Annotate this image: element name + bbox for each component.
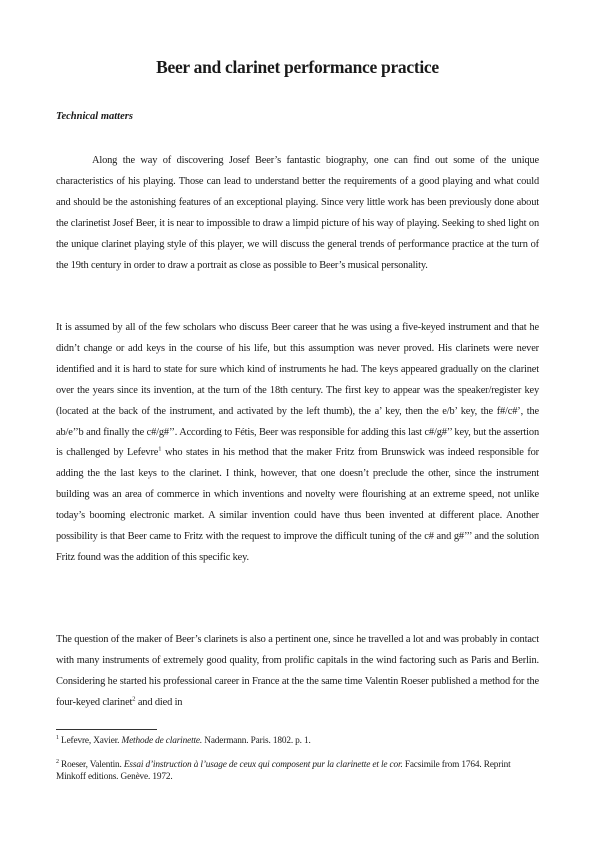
footnote-title: Methode de clarinette. bbox=[121, 736, 203, 746]
body-paragraph bbox=[56, 630, 539, 714]
footnote-title: Essai d’instruction à l’usage de ceux qui composent pur la clarinette et le cor. bbox=[123, 760, 403, 770]
section-heading: Technical matters bbox=[56, 111, 133, 122]
paragraph-text: and died in bbox=[135, 696, 183, 708]
body-paragraph bbox=[56, 318, 539, 569]
footnote-separator bbox=[56, 729, 157, 730]
paragraph-text: The question of the maker of Beer’s clarinets is also a pertinent one, since he travelled a lot and was probably in contact with many instruments of extremely good quality, from prolific capitals in the wind factoring such as Paris and Berlin. Considering he started his professional career in France at the the same time Valentin Roeser published a method for the four-keyed clarinet bbox=[56, 634, 539, 708]
footnote-number: 2 bbox=[56, 758, 59, 765]
footnote-text: Nadermann. Paris. 1802. p. 1. bbox=[202, 736, 311, 746]
paragraph-text: Along the way of discovering Josef Beer’s fantastic biography, one can find out some of the unique characteristics of his playing. Those can lead to understand better the requirements of a good playing and what could and should be the astonishing features of an exceptional playing. Since very little work has been previously done about the clarinetist Josef Beer, it is near to impossible to draw a limpid picture of his way of playing. Seeking to shed light on the unique clarinet playing style of this player, we will discuss the general trends of performance practice at the turn of the 19th century in order to draw a portrait as close as possible to Beer’s musical personality. bbox=[56, 155, 539, 271]
footnote-reference[interactable]: 1 bbox=[158, 445, 162, 453]
footnote-text: Lefevre, Xavier. bbox=[61, 736, 122, 746]
paragraph-text: who states in his method that the maker Fritz from Brunswick was indeed responsible for adding the the last keys to the clarinet. I think, however, that one doesn’t preclude the other, since the instrument building was an area of commerce in which inventions and novelty were flourishing at an extreme speed, not unlike today’s booming electronic market. A similar invention could have thus been invented at different place. Another possibility is that Beer came to Fritz with the request to improve the difficult tuning of the c# and g#’’’ and the solution Fritz found was the addition of this specific key. bbox=[56, 447, 539, 563]
footnote bbox=[56, 735, 539, 747]
body-paragraph bbox=[56, 151, 539, 276]
footnote bbox=[56, 759, 539, 783]
footnote-text: Facsimile from 1764. Reprint Minkoff editions. Genève. 1972. bbox=[56, 760, 511, 782]
footnote-number: 1 bbox=[56, 734, 59, 741]
paragraph-text: It is assumed by all of the few scholars who discuss Beer career that he was using a five-keyed instrument and that he didn’t change or add keys in the course of his life, but this assumption was never proved. His clarinets were never identified and it is hard to state for sure which kind of instruments he had. The keys appeared gradually on the clarinet over the years since its invention, at the turn of the 18th century. The first key to appear was the speaker/register key (located at the back of the instrument, and activated by the left thumb), the a’ key, then the e/b’ key, the f#/c#’, the ab/e’’b and finally the c#/g#’’. According to Fétis, Beer was responsible for adding this last c#/g#’’ key, but the assertion is challenged by Lefevre bbox=[56, 322, 539, 459]
footnote-reference[interactable]: 2 bbox=[132, 695, 136, 703]
page-title: Beer and clarinet performance practice bbox=[156, 57, 439, 77]
footnote-text: Roeser, Valentin. bbox=[61, 760, 124, 770]
